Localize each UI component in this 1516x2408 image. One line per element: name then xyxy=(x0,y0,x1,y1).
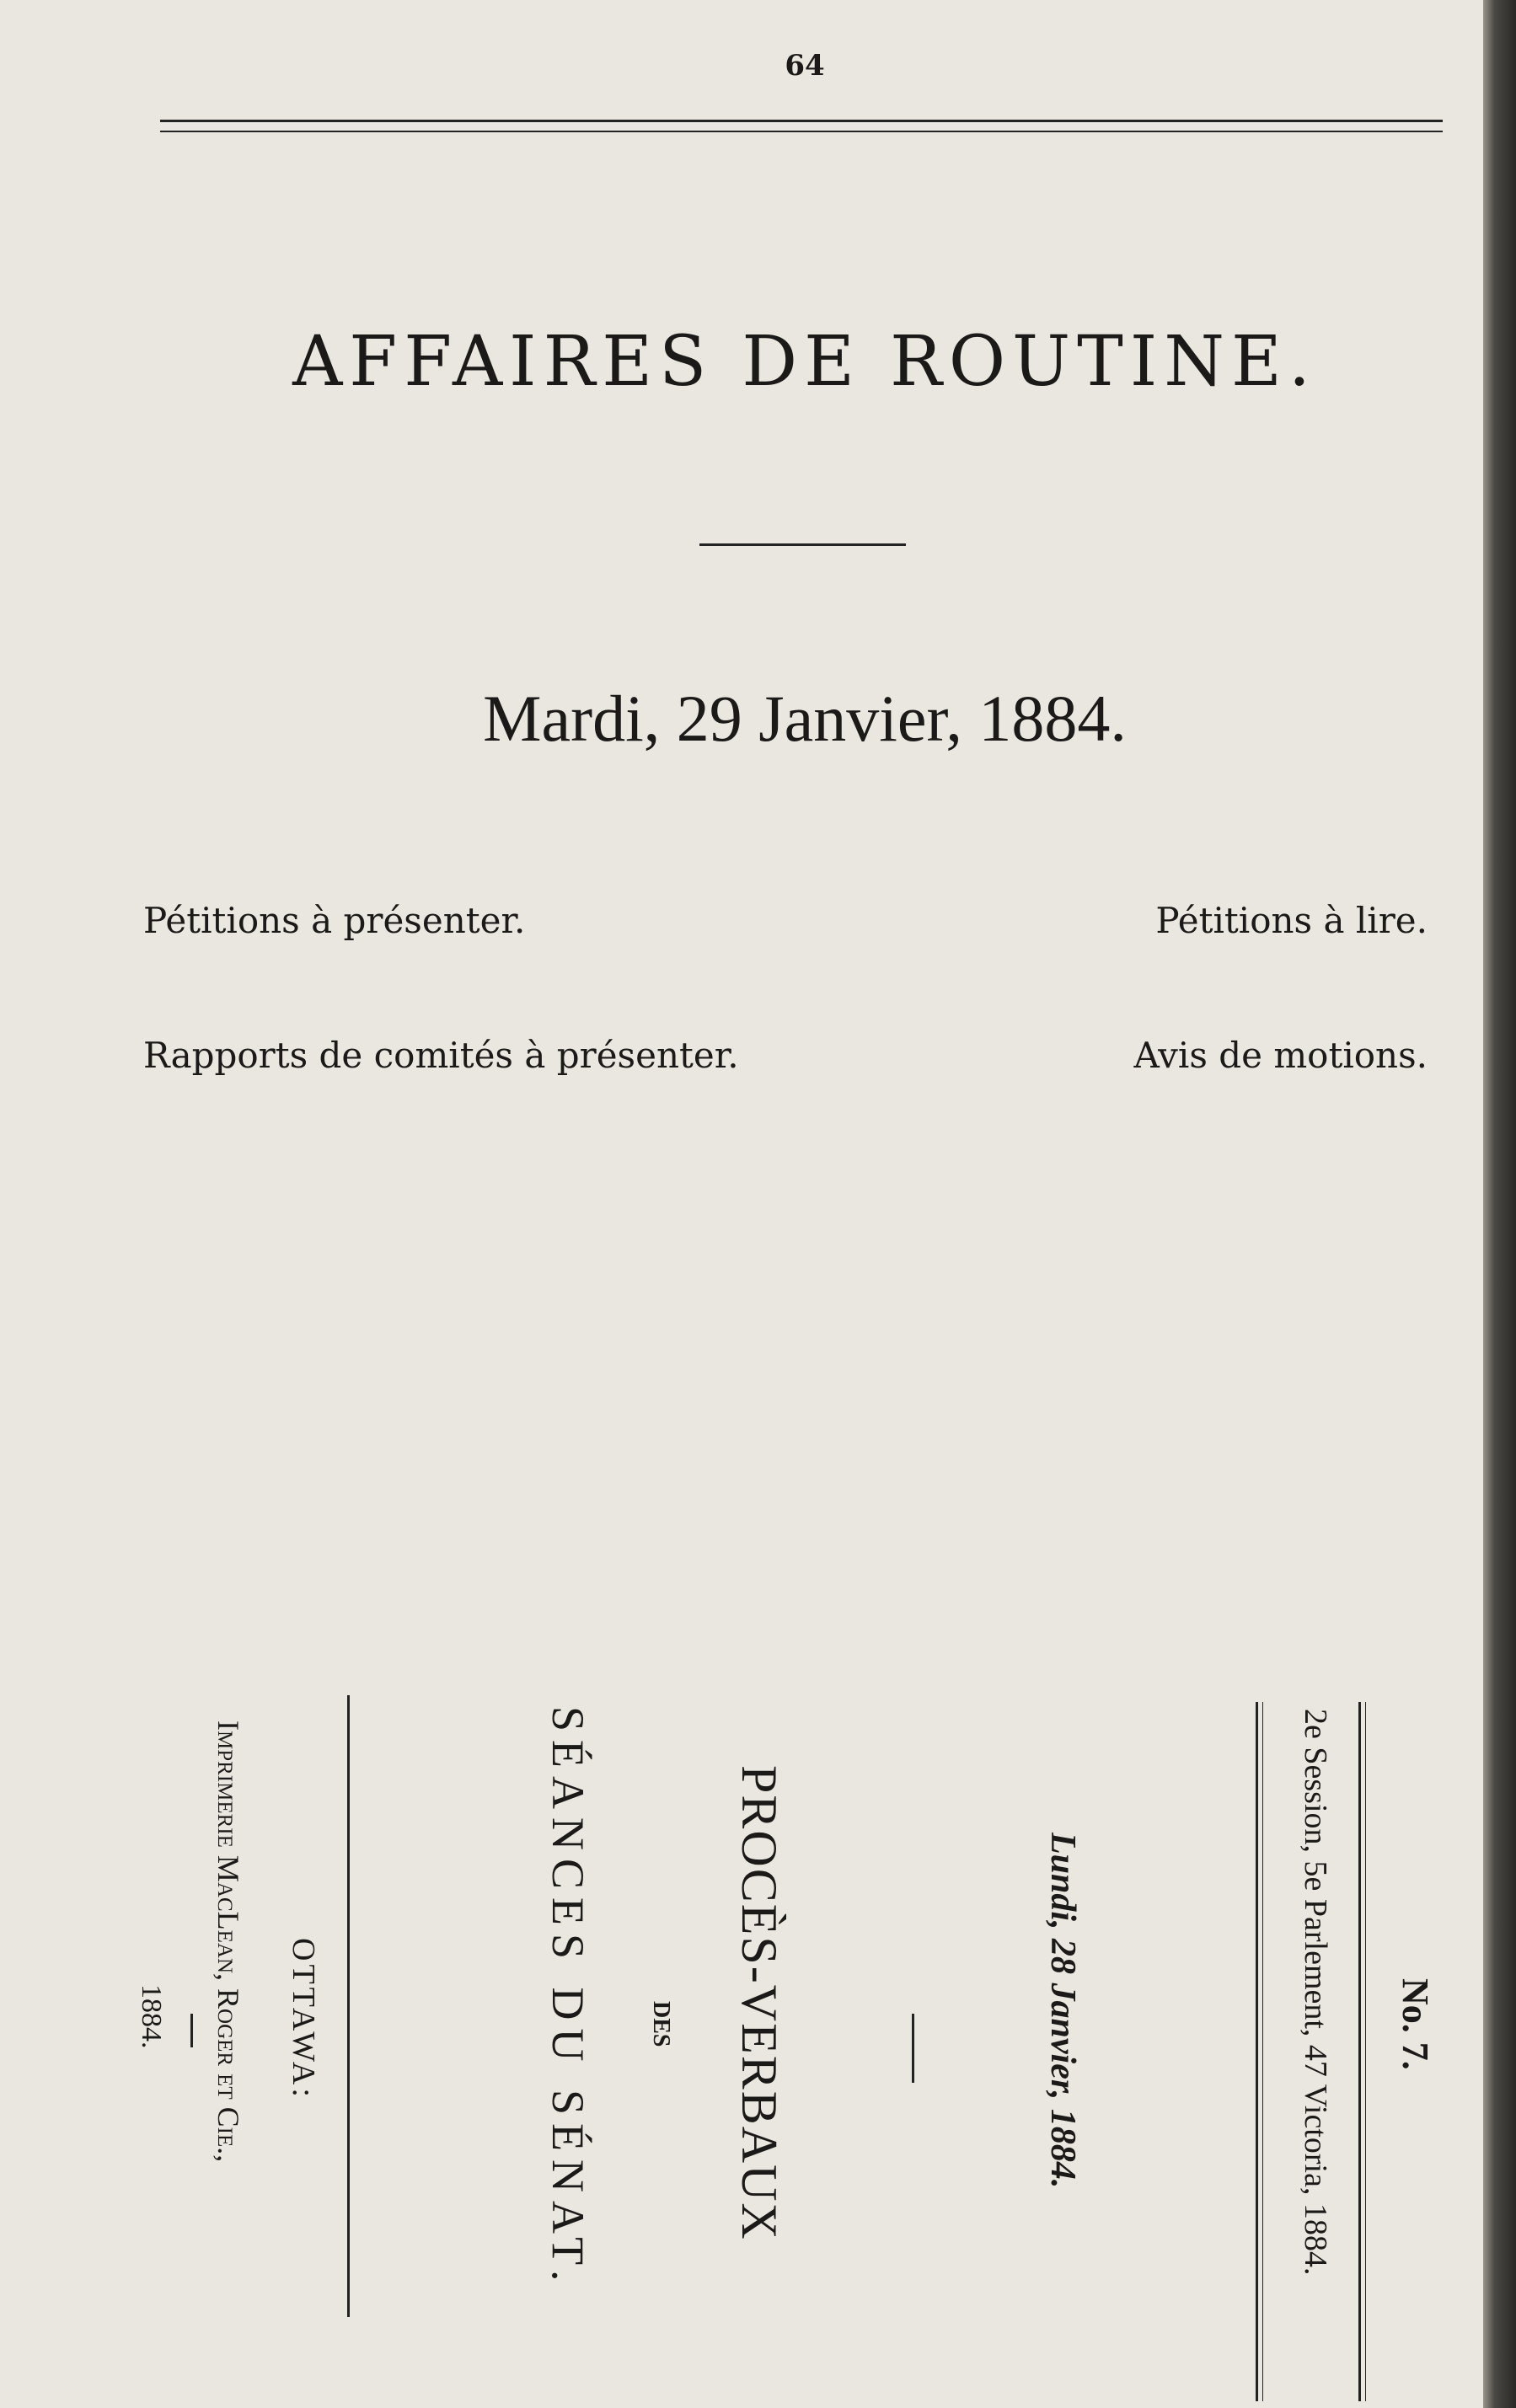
cover-border-right xyxy=(1358,1702,1361,2401)
cover-divider-vertical xyxy=(347,1695,350,2317)
cover-printer: Imprimerie MacLean, Roger et Cie., xyxy=(212,1720,245,2163)
cover-border-left xyxy=(1256,1702,1258,2401)
page-number: 64 xyxy=(785,49,825,83)
double-rule xyxy=(160,120,1443,132)
cover-year: 1884. xyxy=(136,1984,167,2049)
cover-date: Lundi, 28 Janvier, 1884. xyxy=(1043,1833,1082,2189)
section-title: AFFAIRES DE ROUTINE. xyxy=(292,322,1317,402)
cover-title: PROCÈS-VERBAUX xyxy=(731,1765,787,2241)
cover-year-rule xyxy=(190,2014,193,2047)
item-petitions-presenter: Pétitions à présenter. xyxy=(143,900,526,941)
cover-subtitle: SÉANCES DU SÉNAT. xyxy=(543,1706,593,2290)
cover-number: No. 7. xyxy=(1395,1978,1436,2070)
item-avis-motions: Avis de motions. xyxy=(1133,1035,1428,1076)
item-petitions-lire: Pétitions à lire. xyxy=(1155,900,1428,941)
item-rapports: Rapports de comités à présenter. xyxy=(143,1035,739,1076)
cover-border-left-thin xyxy=(1262,1702,1263,2401)
title-divider xyxy=(699,543,906,546)
cover-des: DES xyxy=(648,2001,674,2047)
sitting-date: Mardi, 29 Janvier, 1884. xyxy=(483,682,1127,755)
cover-session: 2e Session, 5e Parlement, 47 Victoria, 1884. xyxy=(1298,1709,1333,2276)
page-edge xyxy=(1483,0,1516,2408)
cover-border-right-thin xyxy=(1365,1702,1366,2401)
cover-short-rule xyxy=(912,2014,916,2083)
cover-city: OTTAWA: xyxy=(286,1938,321,2100)
